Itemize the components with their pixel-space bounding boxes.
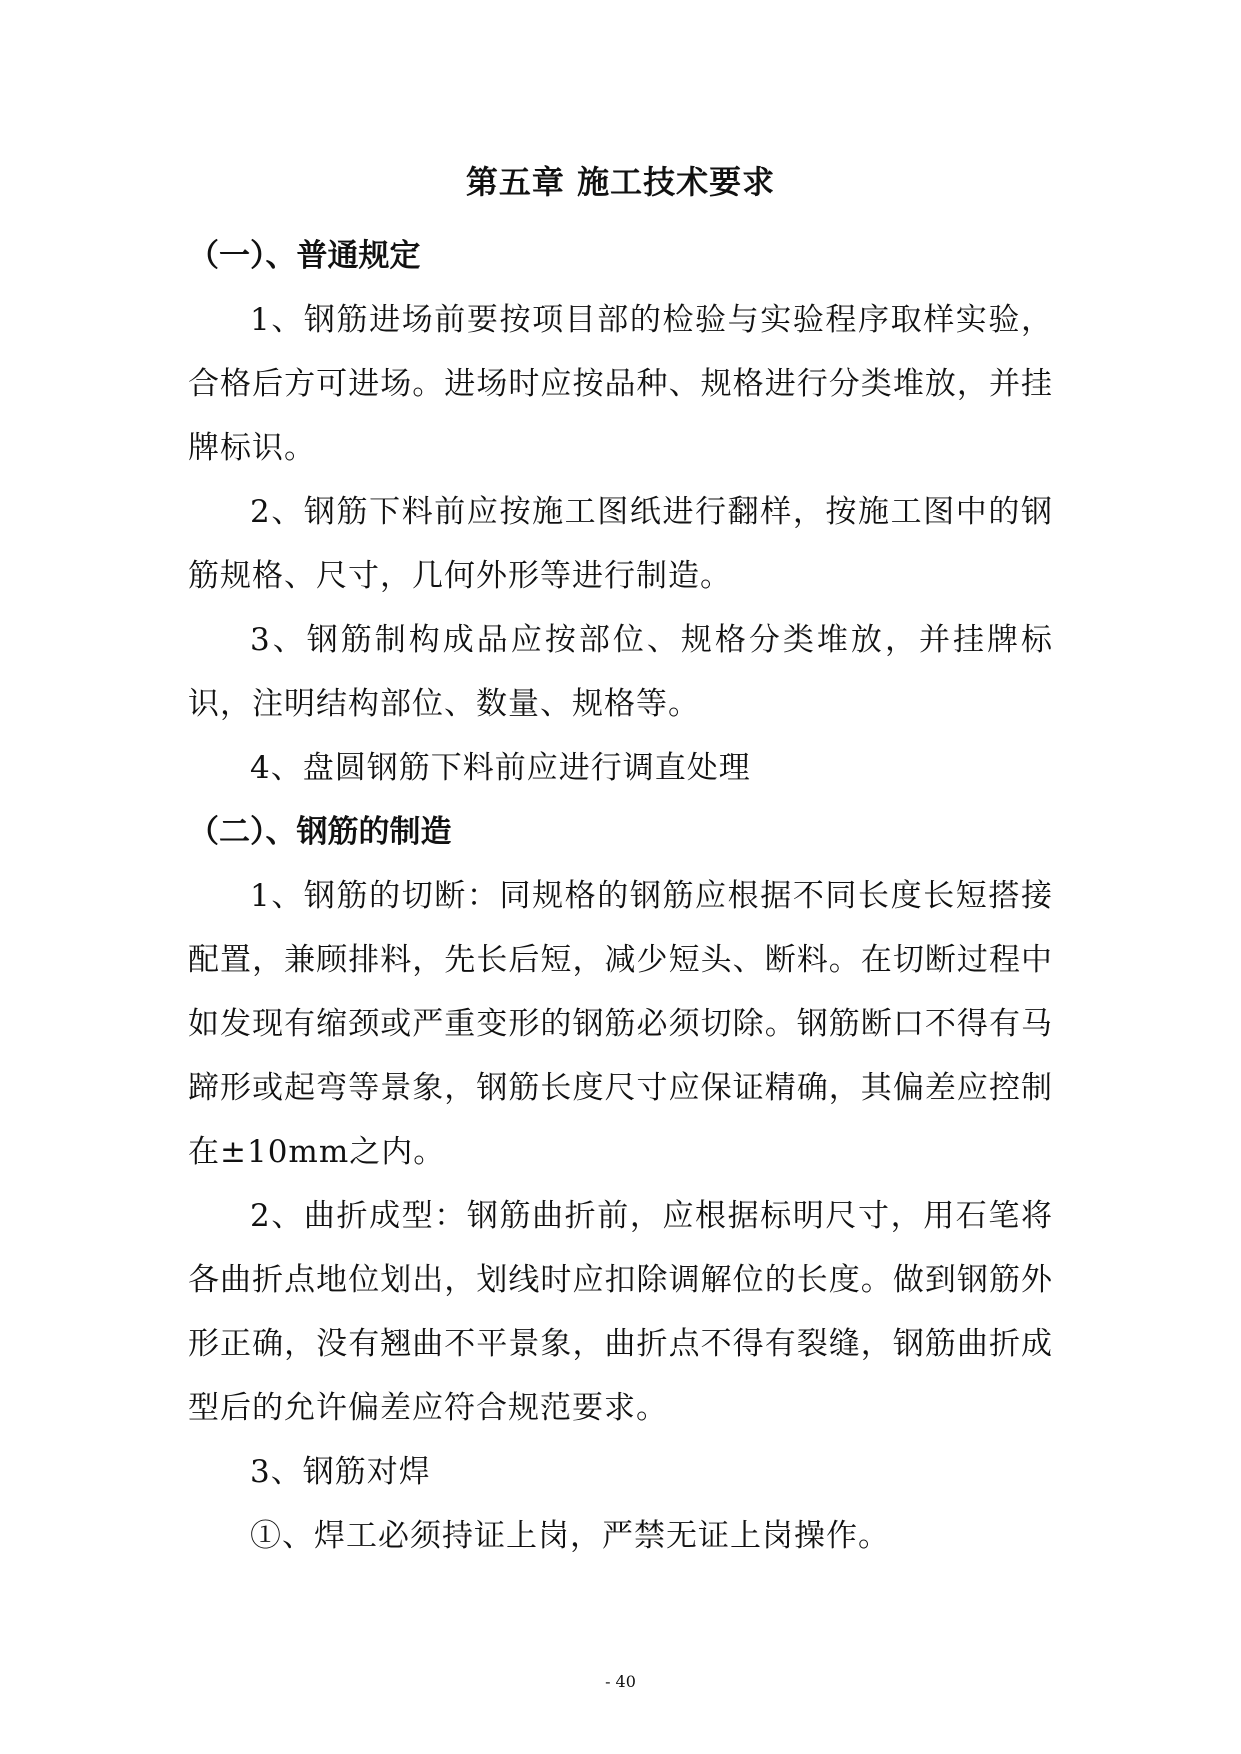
section-heading: （一）、普通规定: [188, 238, 421, 274]
paragraph: 3、钢筋制构成品应按部位、规格分类堆放，并挂牌标识，注明结构部位、数量、规格等。: [188, 622, 1053, 722]
document-body: [188, 224, 1053, 1568]
paragraph: 2、曲折成型：钢筋曲折前，应根据标明尺寸，用石笔将各曲折点地位划出，划线时应扣除调解位的长度。做到钢筋外形正确，没有翘曲不平景象，曲折点不得有裂缝，钢筋曲折成型后的允许偏差应符合规范要求。: [188, 1198, 1053, 1426]
paragraph: ①、焊工必须持证上岗，严禁无证上岗操作。: [250, 1518, 890, 1554]
paragraph: 2、钢筋下料前应按施工图纸进行翻样，按施工图中的钢筋规格、尺寸，几何外形等进行制造。: [188, 494, 1053, 594]
page-number: - 40: [605, 1672, 636, 1691]
paragraph: 3、钢筋对焊: [250, 1454, 431, 1490]
paragraph: 1、钢筋进场前要按项目部的检验与实验程序取样实验，合格后方可进场。进场时应按品种、规格进行分类堆放，并挂牌标识。: [188, 302, 1053, 466]
paragraph: 4、盘圆钢筋下料前应进行调直处理: [250, 750, 751, 786]
chapter-title: 第五章 施工技术要求: [465, 163, 776, 201]
paragraph: 1、钢筋的切断：同规格的钢筋应根据不同长度长短搭接配置，兼顾排料，先长后短，减少短头、断料。在切断过程中如发现有缩颈或严重变形的钢筋必须切除。钢筋断口不得有马蹄形或起弯等景象，钢筋长度尺寸应保证精确，其偏差应控制在±10mm之内。: [188, 878, 1053, 1170]
section-rebar-fabrication: [188, 800, 1053, 1568]
section-heading: （二）、钢筋的制造: [188, 814, 452, 850]
section-general-rules: [188, 224, 1053, 800]
